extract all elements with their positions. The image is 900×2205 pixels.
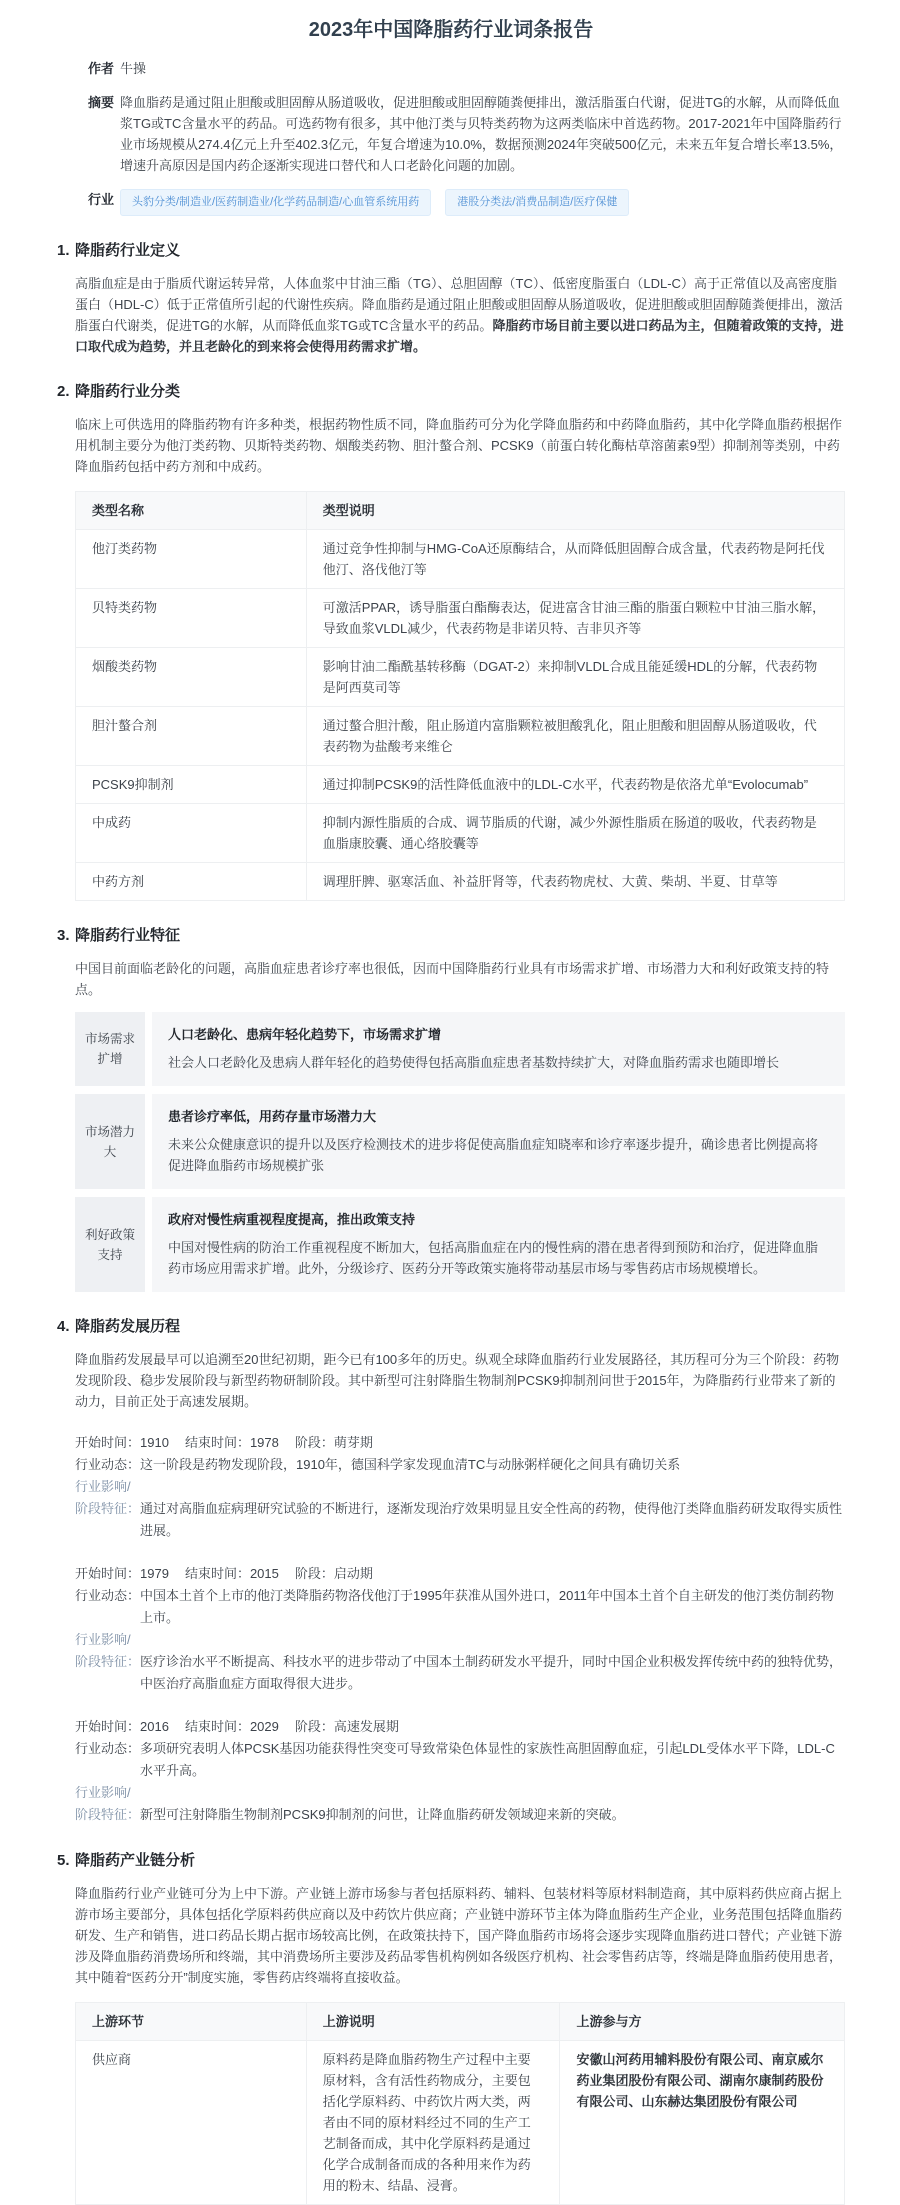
stage-feature-label: 阶段特征： — [75, 1501, 141, 1516]
table-header-cell: 上游参与方 — [560, 2003, 845, 2041]
table-header-cell: 类型说明 — [306, 492, 844, 530]
stage-end-label: 结束时间： — [184, 1566, 250, 1581]
section-number: 3. — [57, 927, 70, 944]
section-number: 5. — [57, 1852, 70, 1869]
industry-label: 行业 — [88, 192, 115, 207]
table-header-row — [76, 492, 845, 530]
stage-dynamics-text: 中国本土首个上市的他汀类降脂药物洛伐他汀于1995年获准从国外进口，2011年中国本土首个自主研发的他汀类仿制药物上市。 — [140, 1588, 834, 1625]
feature-card — [75, 1197, 845, 1292]
stage-block — [75, 1432, 845, 1542]
drug-type-desc: 可激活PPAR，诱导脂蛋白酯酶表达，促进富含甘油三酯的脂蛋白颗粒中甘油三脂水解，导致血浆VLDL减少，代表药物是非诺贝特、吉非贝齐等 — [306, 589, 844, 648]
stage-end-label: 结束时间： — [184, 1719, 250, 1734]
industry-row — [88, 189, 845, 216]
table-row — [76, 2041, 845, 2205]
section-content — [75, 958, 845, 1292]
stage-impact-label: 行业影响/ — [75, 1632, 131, 1647]
stage-dynamics-label: 行业动态： — [75, 1588, 141, 1603]
stage-phase-value: 萌芽期 — [333, 1435, 373, 1450]
stage-start-value: 1910 — [140, 1435, 169, 1450]
meta-block — [88, 58, 845, 216]
drug-type-desc: 调理肝脾、驱寒活血、补益肝肾等，代表药物虎杖、大黄、柴胡、半夏、甘草等 — [306, 863, 844, 901]
stage-feature-line — [75, 1651, 845, 1695]
upstream-link: 供应商 — [76, 2041, 307, 2205]
definition-bold-text: 降脂药市场目前主要以进口药品为主，但随着政策的支持，进口取代成为趋势，并且老龄化的到来将会使得用药需求扩增。 — [75, 318, 844, 354]
stage-block — [75, 1563, 845, 1695]
section-title: 降脂药行业分类 — [75, 383, 181, 400]
section-title: 降脂药行业特征 — [75, 927, 181, 944]
stage-feature-text: 医疗诊治水平不断提高、科技水平的进步带动了中国本土制药研发水平提升，同时中国企业积极发挥传统中药的独特优势，中医治疗高脂血症方面取得很大进步。 — [140, 1654, 843, 1691]
stage-phase-value: 高速发展期 — [333, 1719, 399, 1734]
section-title: 降脂药行业定义 — [75, 242, 181, 259]
feature-card — [75, 1094, 845, 1189]
table-header-cell: 类型名称 — [76, 492, 307, 530]
drug-type-name: PCSK9抑制剂 — [76, 766, 307, 804]
feature-body — [152, 1197, 845, 1292]
report-title: 2023年中国降脂药行业词条报告 — [308, 19, 594, 41]
stage-time-line — [75, 1432, 845, 1454]
table-row — [76, 766, 845, 804]
table-row — [76, 804, 845, 863]
feature-label: 市场需求扩增 — [75, 1012, 145, 1086]
feature-body — [152, 1012, 845, 1086]
section-heading — [57, 1316, 845, 1337]
stage-dynamics-label: 行业动态： — [75, 1741, 141, 1756]
stage-feature-text: 通过对高脂血症病理研究试验的不断进行，逐渐发现治疗效果明显且安全性高的药物，使得他汀类降血脂药研发取得实质性进展。 — [140, 1501, 843, 1538]
definition-text: 高脂血症是由于脂质代谢运转异常，人体血浆中甘油三酯（TG）、总胆固醇（TC）、低密度脂蛋白（LDL-C）高于正常值以及高密度脂蛋白（HDL-C）低于正常值所引起的代谢性疾病。降血脂药是通过阻止胆酸或胆固醇从肠道吸收，促进胆酸或胆固醇随粪便排出，激活脂蛋白代谢类，促进TG的水解，从而降低血浆TG或TC含量水平的药品。 — [75, 276, 843, 333]
table-row — [76, 707, 845, 766]
industry-tag[interactable]: 港股分类法/消费品制造/医疗保健 — [445, 189, 629, 216]
drug-type-table — [75, 491, 845, 901]
author-label: 作者 — [88, 61, 115, 76]
stage-dynamics-label: 行业动态： — [75, 1457, 141, 1472]
stage-feature-label: 阶段特征： — [75, 1807, 141, 1822]
drug-type-name: 中药方剂 — [76, 863, 307, 901]
section-heading — [57, 1850, 845, 1871]
section-content — [75, 1349, 845, 1826]
section-definition — [57, 240, 845, 357]
stage-end-value: 2015 — [249, 1566, 279, 1581]
feature-body — [152, 1094, 845, 1189]
section-number: 1. — [57, 242, 70, 259]
stage-block — [75, 1716, 845, 1826]
feature-title: 人口老龄化、患病年轻化趋势下，市场需求扩增 — [168, 1027, 442, 1042]
upstream-participants: 安徽山河药用辅料股份有限公司、南京威尔药业集团股份有限公司、湖南尔康制药股份有限公司、山东赫达集团股份有限公司 — [560, 2041, 845, 2205]
table-row — [76, 648, 845, 707]
stage-phase-label: 阶段： — [294, 1435, 334, 1450]
industry-chain-intro: 降血脂药行业产业链可分为上中下游。产业链上游市场参与者包括原料药、辅料、包装材料等原材料制造商，其中原料药供应商占据上游市场主要部分，具体包括化学原料药供应商以及中药饮片供应商；产业链中游环节主体为降血脂药生产企业，业务范围包括降血脂药研发、生产和销售，进口药品长期占据市场较高比例，在政策扶持下，国产降血脂药市场将会逐步实现降血脂药进口替代；产业链下游涉及降血脂药消费场所和终端，其中消费场所主要涉及药品零售机构例如各级医疗机构、社会零售药店等，终端是降血脂药使用患者，其中随着“医药分开”制度实施，零售药店终端将直接收益。 — [75, 1886, 843, 1985]
drug-type-desc: 影响甘油二酯酰基转移酶（DGAT-2）来抑制VLDL合成且能延缓HDL的分解，代表药物是阿西莫司等 — [306, 648, 844, 707]
section-number: 2. — [57, 383, 70, 400]
feature-text: 社会人口老龄化及患病人群年轻化的趋势使得包括高脂血症患者基数持续扩大，对降血脂药需求也随即增长 — [168, 1055, 780, 1070]
stage-dynamics-line — [75, 1585, 845, 1629]
section-title: 降脂药发展历程 — [75, 1318, 181, 1335]
stage-start-label: 开始时间： — [75, 1719, 141, 1734]
stage-phase-label: 阶段： — [294, 1566, 334, 1581]
industry-tags — [120, 189, 629, 216]
section-characteristics — [57, 925, 845, 1292]
stage-time-line — [75, 1563, 845, 1585]
feature-title: 政府对慢性病重视程度提高，推出政策支持 — [168, 1212, 416, 1227]
section-industry-chain — [57, 1850, 845, 2205]
drug-type-name: 胆汁螯合剂 — [76, 707, 307, 766]
stage-end-label: 结束时间： — [184, 1435, 250, 1450]
drug-type-desc: 通过螯合胆汁酸，阻止肠道内富脂颗粒被胆酸乳化，阻止胆酸和胆固醇从肠道吸收，代表药物为盐酸考来维仑 — [306, 707, 844, 766]
feature-text: 中国对慢性病的防治工作重视程度不断加大，包括高脂血症在内的慢性病的潜在患者得到预防和治疗，促进降血脂药市场应用需求扩增。此外，分级诊疗、医药分开等政策实施将带动基层市场与零售药店市场规模增长。 — [168, 1240, 819, 1276]
stage-dynamics-line — [75, 1738, 845, 1782]
table-header-cell: 上游环节 — [76, 2003, 307, 2041]
upstream-table — [75, 2002, 845, 2205]
stage-time-line — [75, 1716, 845, 1738]
feature-text: 未来公众健康意识的提升以及医疗检测技术的进步将促使高脂血症知晓率和诊疗率逐步提升，确诊患者比例提高将促进降血脂药市场规模扩张 — [168, 1137, 819, 1173]
drug-type-name: 他汀类药物 — [76, 530, 307, 589]
classification-intro: 临床上可供选用的降脂药物有许多种类，根据药物性质不同，降血脂药可分为化学降血脂药和中药降血脂药，其中化学降血脂药根据作用机制主要分为他汀类药物、贝斯特类药物、烟酸类药物、胆汁螯合剂、PCSK9（前蛋白转化酶枯草溶菌素9型）抑制剂等类别，中药降血脂药包括中药方剂和中成药。 — [75, 417, 843, 474]
industry-tag[interactable]: 头豹分类/制造业/医药制造业/化学药品制造/心血管系统用药 — [120, 189, 431, 216]
drug-type-name: 烟酸类药物 — [76, 648, 307, 707]
stage-phase-value: 启动期 — [333, 1566, 373, 1581]
stage-start-label: 开始时间： — [75, 1435, 141, 1450]
section-content — [75, 1883, 845, 2205]
stage-phase-label: 阶段： — [294, 1719, 334, 1734]
characteristics-intro: 中国目前面临老龄化的问题，高脂血症患者诊疗率也很低，因而中国降脂药行业具有市场需求扩增、市场潜力大和利好政策支持的特点。 — [75, 961, 830, 997]
stage-start-label: 开始时间： — [75, 1566, 141, 1581]
section-number: 4. — [57, 1318, 70, 1335]
abstract-label: 摘要 — [88, 95, 115, 110]
section-history — [57, 1316, 845, 1826]
section-classification — [57, 381, 845, 901]
drug-type-desc: 通过竞争性抑制与HMG-CoA还原酶结合，从而降低胆固醇合成含量，代表药物是阿托伐他汀、洛伐他汀等 — [306, 530, 844, 589]
abstract-text: 降血脂药是通过阻止胆酸或胆固醇从肠道吸收，促进胆酸或胆固醇随粪便排出，激活脂蛋白代谢，促进TG的水解，从而降低血浆TG或TC含量水平的药品。可选药物有很多，其中他汀类与贝特类药物为这两类临床中首选药物。2017-2021年中国降脂药行业市场规模从274.4亿元上升至402.3亿元，年复合增速为10.0%，数据预测2024年突破500亿元，未来五年复合增长率13.5%，增速升高原因是国内药企逐渐实现进口替代和人口老龄化问题的加剧。 — [120, 95, 843, 173]
stage-feature-line — [75, 1498, 845, 1542]
section-title: 降脂药产业链分析 — [75, 1852, 196, 1869]
stage-feature-line — [75, 1804, 845, 1826]
feature-label: 利好政策支持 — [75, 1197, 145, 1292]
table-header-row — [76, 2003, 845, 2041]
drug-type-name: 中成药 — [76, 804, 307, 863]
stage-end-value: 2029 — [249, 1719, 279, 1734]
section-heading — [57, 381, 845, 402]
stage-dynamics-text: 这一阶段是药物发现阶段，1910年，德国科学家发现血清TC与动脉粥样硬化之间具有确切关系 — [140, 1457, 681, 1472]
definition-paragraph — [75, 273, 845, 357]
stage-start-value: 1979 — [140, 1566, 169, 1581]
section-heading — [57, 240, 845, 261]
stage-feature-label: 阶段特征： — [75, 1654, 141, 1669]
drug-type-desc: 抑制内源性脂质的合成、调节脂质的代谢，减少外源性脂质在肠道的吸收，代表药物是血脂康胶囊、通心络胶囊等 — [306, 804, 844, 863]
feature-label: 市场潜力大 — [75, 1094, 145, 1189]
table-row — [76, 589, 845, 648]
table-header-cell: 上游说明 — [306, 2003, 560, 2041]
stage-impact-label: 行业影响/ — [75, 1785, 131, 1800]
section-content — [75, 273, 845, 357]
abstract-row — [88, 92, 845, 176]
author-row — [88, 58, 845, 79]
stage-dynamics-line — [75, 1454, 845, 1476]
history-intro: 降血脂药发展最早可以追溯至20世纪初期，距今已有100多年的历史。纵观全球降血脂药行业发展路径，其历程可分为三个阶段：药物发现阶段、稳步发展阶段与新型药物研制阶段。其中新型可注射降脂生物制剂PCSK9抑制剂问世于2015年，为降脂药行业带来了新的动力，目前正处于高速发展期。 — [75, 1352, 840, 1409]
feature-title: 患者诊疗率低，用药存量市场潜力大 — [168, 1109, 377, 1124]
upstream-desc: 原料药是降血脂药物生产过程中主要原材料，含有活性药物成分，主要包括化学原料药、中药饮片两大类，两者由不同的原材料经过不同的生产工艺制备而成，其中化学原料药是通过化学合成制备而成的各种用来作为药用的粉末、结晶、浸膏。 — [306, 2041, 560, 2205]
stage-end-value: 1978 — [249, 1435, 279, 1450]
author-value: 牛操 — [120, 61, 147, 76]
stage-dynamics-text: 多项研究表明人体PCSK基因功能获得性突变可导致常染色体显性的家族性高胆固醇血症，引起LDL受体水平下降，LDL-C水平升高。 — [140, 1741, 835, 1778]
stage-start-value: 2016 — [140, 1719, 169, 1734]
drug-type-name: 贝特类药物 — [76, 589, 307, 648]
drug-type-desc: 通过抑制PCSK9的活性降低血液中的LDL-C水平，代表药物是依洛尤单“Evolocumab” — [306, 766, 844, 804]
feature-card — [75, 1012, 845, 1086]
table-row — [76, 863, 845, 901]
section-content — [75, 414, 845, 901]
section-heading — [57, 925, 845, 946]
stage-feature-text: 新型可注射降脂生物制剂PCSK9抑制剂的问世，让降血脂药研发领域迎来新的突破。 — [140, 1807, 625, 1822]
stage-impact-label: 行业影响/ — [75, 1479, 131, 1494]
table-row — [76, 530, 845, 589]
